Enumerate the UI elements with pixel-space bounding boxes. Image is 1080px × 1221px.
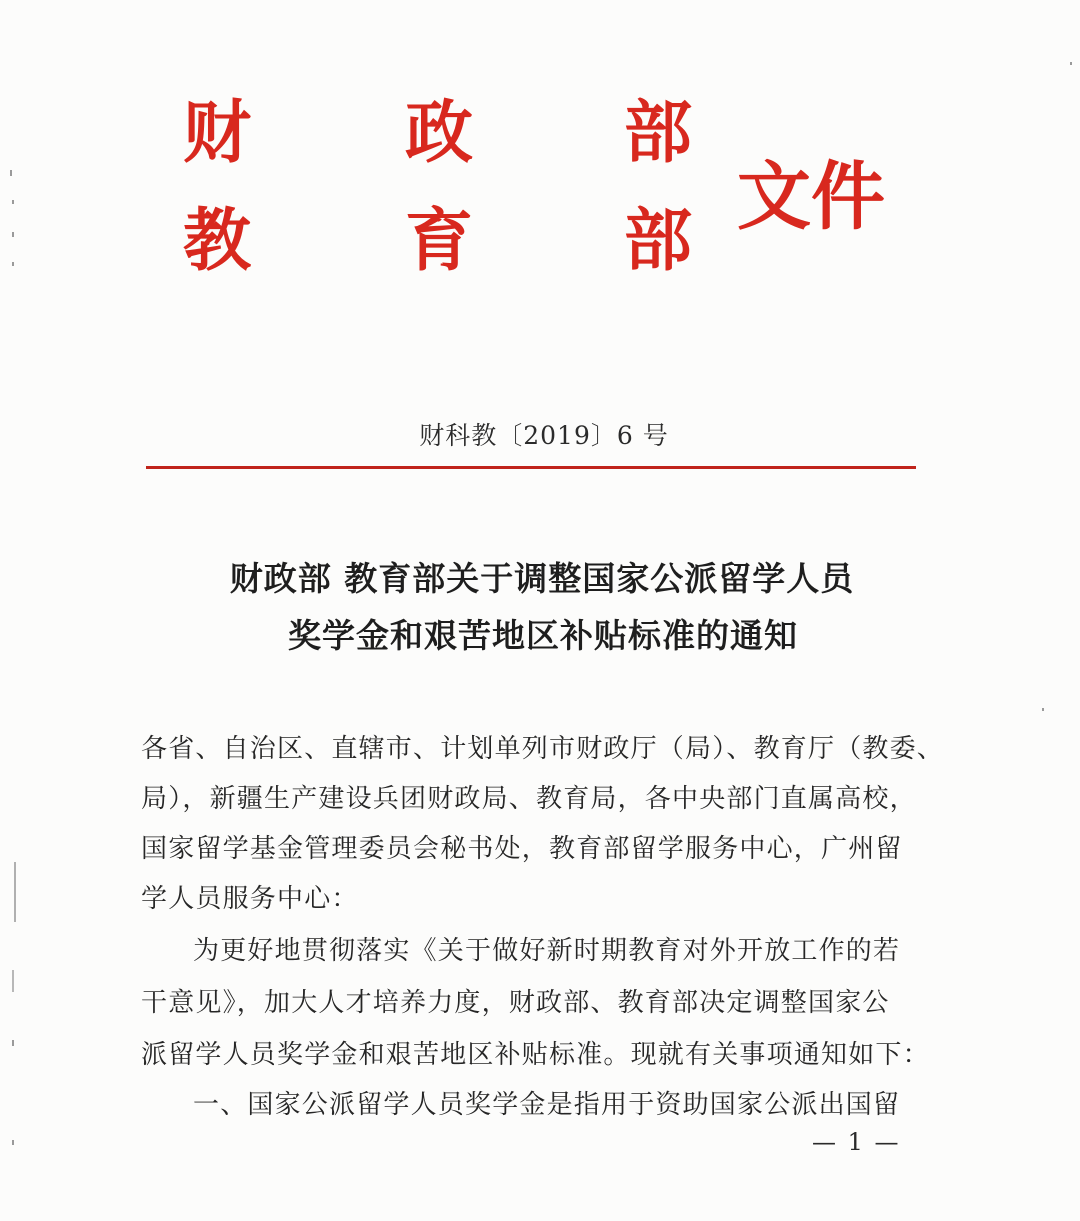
body-line-8: 一、国家公派留学人员奖学金是指用于资助国家公派出国留 [193, 1090, 901, 1120]
agency-char-bu-2: 部 [624, 202, 693, 281]
scan-speck [12, 1040, 14, 1046]
body-line-6: 干意见》，加大人才培养力度，财政部、教育部决定调整国家公 [141, 988, 890, 1018]
notice-title-line-1: 财政部 教育部关于调整国家公派留学人员 [229, 559, 855, 598]
body-line-1: 各省、自治区、直辖市、计划单列市财政厅（局）、教育厅（教委、 [141, 734, 945, 764]
agency-char-cai: 财 [183, 94, 252, 173]
scan-speck [14, 862, 16, 922]
red-separator-line [146, 466, 916, 469]
agency-char-jiao: 教 [183, 202, 252, 281]
scan-speck [12, 1140, 14, 1145]
scan-speck [10, 170, 12, 176]
page-number: — 1 — [812, 1128, 901, 1156]
notice-title-line-2: 奖学金和艰苦地区补贴标准的通知 [288, 616, 798, 655]
body-line-2: 局），新疆生产建设兵团财政局、教育局，各中央部门直属高校， [141, 784, 917, 814]
body-line-5: 为更好地贯彻落实《关于做好新时期教育对外开放工作的若 [193, 936, 901, 966]
header-suffix-wenjian: 文件 [737, 154, 885, 240]
scan-speck [12, 970, 14, 992]
scan-speck [12, 200, 14, 204]
scan-speck [12, 262, 14, 266]
agency-char-yu: 育 [405, 202, 474, 281]
scan-speck [1070, 62, 1072, 65]
document-number: 财科教〔2019〕6 号 [419, 421, 669, 450]
body-line-3: 国家留学基金管理委员会秘书处，教育部留学服务中心，广州留 [141, 834, 903, 864]
scan-speck [1042, 708, 1044, 711]
agency-char-bu-1: 部 [624, 94, 693, 173]
agency-char-zheng: 政 [405, 94, 474, 173]
body-line-7: 派留学人员奖学金和艰苦地区补贴标准。现就有关事项通知如下： [141, 1040, 930, 1070]
scan-speck [12, 232, 14, 237]
body-line-4: 学人员服务中心： [141, 884, 359, 914]
